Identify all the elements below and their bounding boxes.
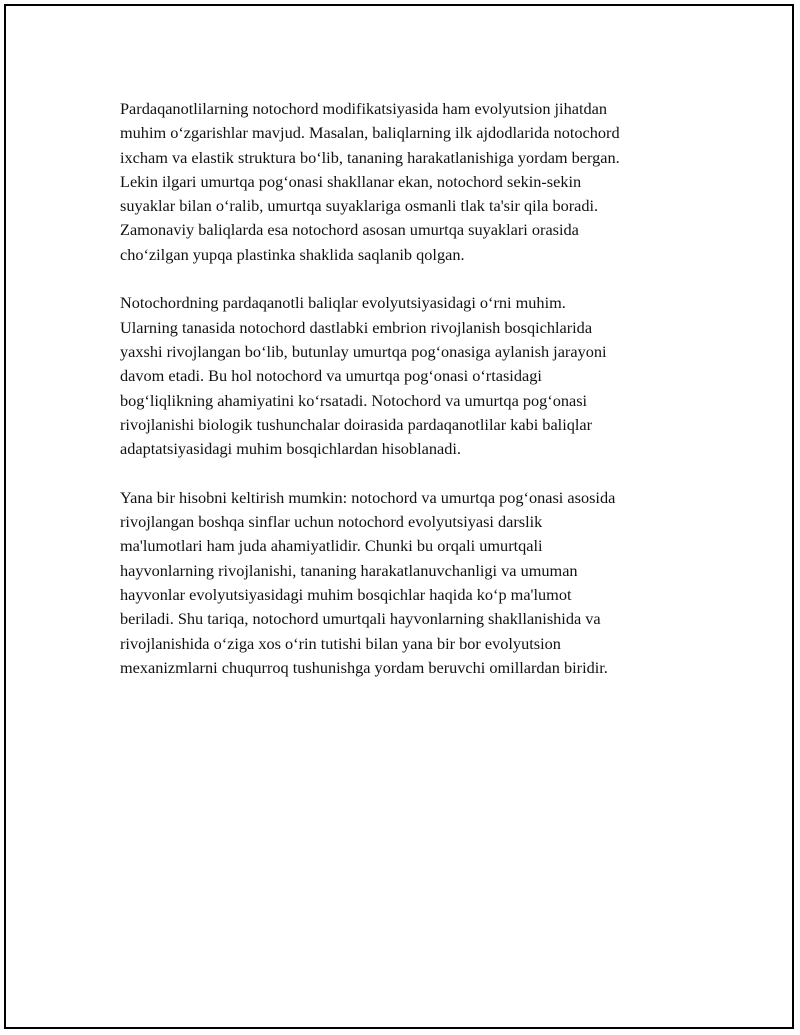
- document-body: [120, 97, 700, 704]
- paragraph-2: Notochordning pardaqanotli baliqlar evolyutsiyasidagi oʻrni muhim. Ularning tanasida notochord dastlabki embrion rivojlanish bosqichlarida yaxshi rivojlangan boʻlib, butunlay umurtqa pogʻonasiga aylanish jarayoni davom etadi. Bu hol notochord va umurtqa pogʻonasi oʻrtasidagi bogʻliqlikning ahamiyatini koʻrsatadi. Notochord va umurtqa pogʻonasi rivojlanishi biologik tushunchalar doirasida pardaqanotlilar kabi baliqlar adaptatsiyasidagi muhim bosqichlardan hisoblanadi.: [120, 293, 607, 459]
- paragraph-3: Yana bir hisobni keltirish mumkin: notochord va umurtqa pogʻonasi asosida rivojlangan boshqa sinflar uchun notochord evolyutsiyasi darslik ma'lumotlari ham juda ahamiyatlidir. Chunki bu orqali umurtqali hayvonlarning rivojlanishi, tananing harakatlanuvchanligi va umuman hayvonlar evolyutsiyasidagi muhim bosqichlar haqida koʻp ma'lumot beriladi. Shu tariqa, notochord umurtqali hayvonlarning shakllanishida va rivojlanishida oʻziga xos oʻrin tutishi bilan yana bir bor evolyutsion mexanizmlarni chuqurroq tushunishga yordam beruvchi omillardan biridir.: [120, 487, 616, 677]
- paragraph-1: Pardaqanotlilarning notochord modifikatsiyasida ham evolyutsion jihatdan muhim oʻzgarishlar mavjud. Masalan, baliqlarning ilk ajdodlarida notochord ixcham va elastik struktura boʻlib, tananing harakatlanishiga yordam bergan. Lekin ilgari umurtqa pogʻonasi shakllanar ekan, notochord sekin-sekin suyaklar bilan oʻralib, umurtqa suyaklariga osmanli tlak ta'sir qila boradi. Zamonaviy baliqlarda esa notochord asosan umurtqa suyaklari orasida choʻzilgan yupqa plastinka shaklida saqlanib qolgan.: [120, 99, 620, 264]
- page-frame: [4, 4, 794, 1029]
